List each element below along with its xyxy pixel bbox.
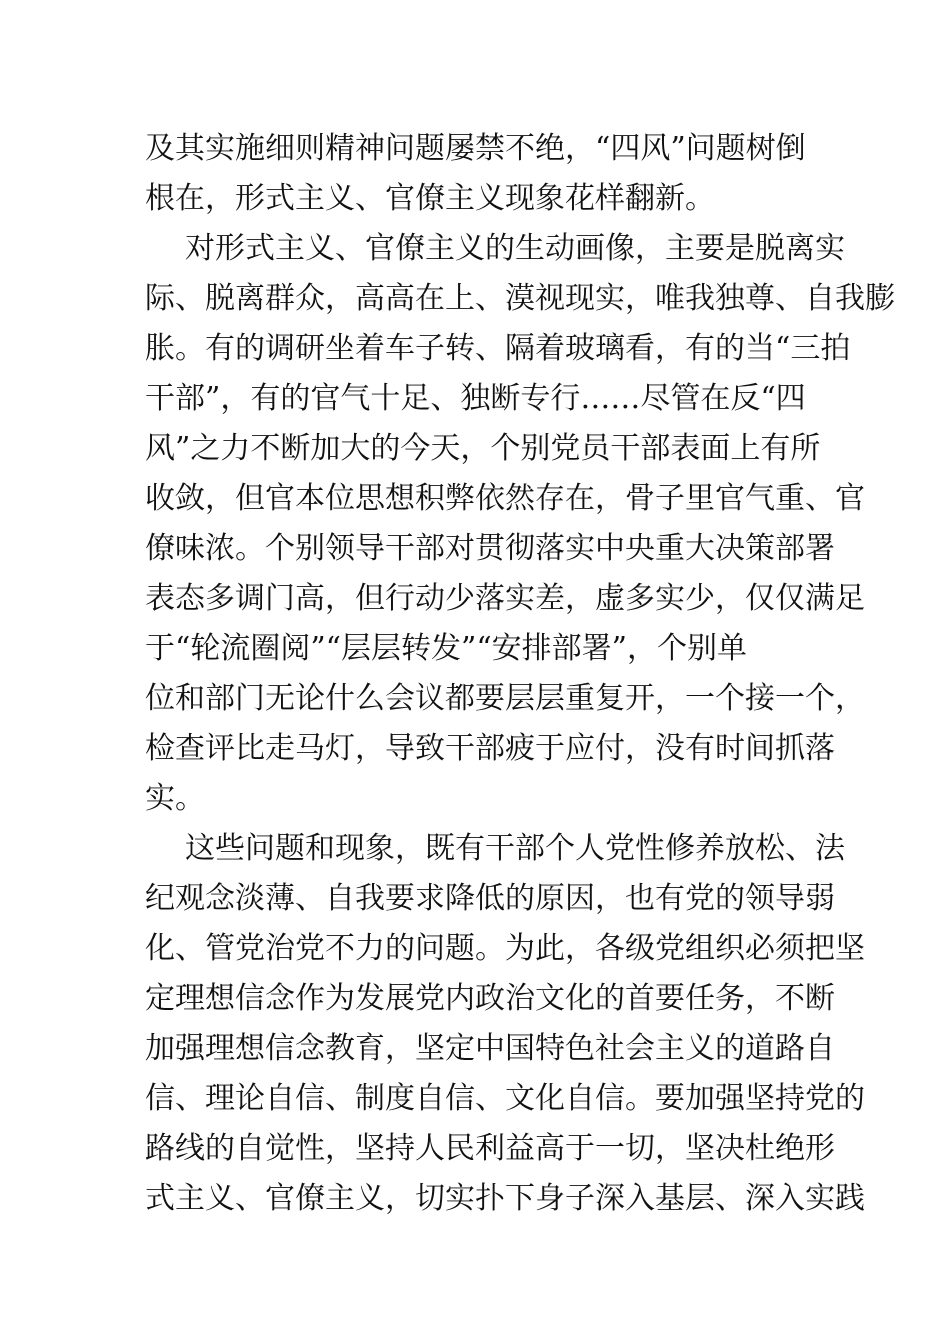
paragraph-first-line: 这些问题和现象，既有干部个人党性修养放松、法 — [185, 831, 845, 866]
text-line: 化、管党治党不力的问题。为此，各级党组织必须把坚 — [145, 931, 865, 966]
text-line: 及其实施细则精神问题屡禁不绝，“四风”问题树倒 — [145, 131, 806, 166]
text-line: 风”之力不断加大的今天，个别党员干部表面上有所 — [145, 431, 821, 466]
text-line: 于“轮流圈阅”“层层转发”“安排部署”，个别单 — [145, 631, 748, 666]
text-line: 位和部门无论什么会议都要层层重复开，一个接一个， — [145, 681, 865, 716]
text-line: 僚味浓。个别领导干部对贯彻落实中央重大决策部署 — [145, 531, 835, 566]
text-line: 检查评比走马灯，导致干部疲于应付，没有时间抓落 — [145, 731, 835, 766]
text-line: 定理想信念作为发展党内政治文化的首要任务，不断 — [145, 981, 835, 1016]
text-line: 收敛，但官本位思想积弊依然存在，骨子里官气重、官 — [145, 481, 865, 516]
text-line: 实。 — [145, 781, 205, 816]
text-line: 路线的自觉性，坚持人民利益高于一切，坚决杜绝形 — [145, 1131, 835, 1166]
text-line: 根在，形式主义、官僚主义现象花样翻新。 — [145, 181, 715, 216]
text-line: 干部”，有的官气十足、独断专行……尽管在反“四 — [145, 381, 806, 416]
paragraph-first-line: 对形式主义、官僚主义的生动画像，主要是脱离实 — [185, 231, 845, 266]
text-line: 式主义、官僚主义，切实扑下身子深入基层、深入实践 — [145, 1181, 865, 1216]
text-line: 际、脱离群众，高高在上、漠视现实，唯我独尊、自我膨 — [145, 281, 895, 316]
text-line: 胀。有的调研坐着车子转、隔着玻璃看，有的当“三拍 — [145, 331, 851, 366]
text-line: 纪观念淡薄、自我要求降低的原因，也有党的领导弱 — [145, 881, 835, 916]
text-line: 加强理想信念教育，坚定中国特色社会主义的道路自 — [145, 1031, 835, 1066]
text-line: 信、理论自信、制度自信、文化自信。要加强坚持党的 — [145, 1081, 865, 1116]
text-line: 表态多调门高，但行动少落实差，虚多实少，仅仅满足 — [145, 581, 865, 616]
